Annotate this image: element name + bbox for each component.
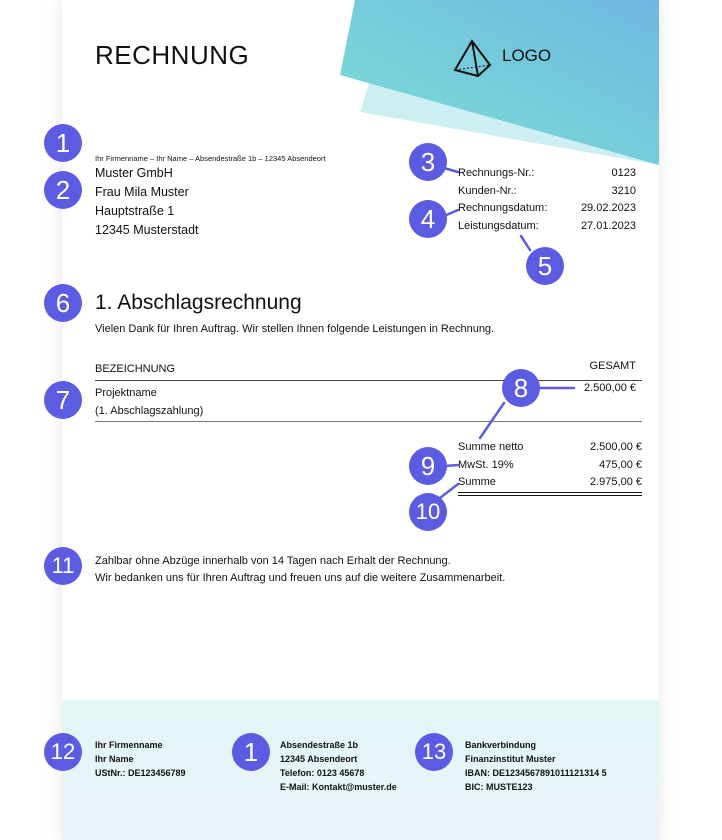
annotation-badge-12: 12 (44, 733, 82, 771)
service-date-label: Leistungsdatum: (458, 220, 539, 232)
service-date-value: 27.01.2023 (580, 220, 636, 232)
footer-city: 12345 Absendeort (280, 754, 358, 764)
net-total-value: 2.500,00 € (590, 441, 642, 453)
grand-total-value: 2.975,00 € (590, 476, 642, 488)
logo-text: LOGO (502, 46, 552, 65)
column-total: GESAMT (589, 360, 636, 372)
column-description: BEZEICHNUNG (95, 363, 176, 375)
footer-phone: Telefon: 0123 45678 (280, 768, 365, 778)
annotation-badge-1: 1 (44, 124, 82, 162)
customer-number-value: 3210 (611, 185, 636, 197)
grand-total-label: Summe (458, 476, 496, 488)
annotation-badge-1-footer: 1 (232, 733, 270, 771)
annotation-badge-4: 4 (409, 200, 447, 238)
footer-email: E-Mail: Kontakt@muster.de (280, 782, 397, 792)
footer-street: Absendestraße 1b (280, 740, 359, 750)
invoice-date-value: 29.02.2023 (580, 202, 636, 214)
footer-bank-title: Bankverbindung (465, 740, 537, 750)
vat-label: MwSt. 19% (458, 459, 514, 471)
recipient-person: Frau Mila Muster (95, 185, 189, 199)
vat-value: 475,00 € (599, 459, 642, 471)
footer-bank-name: Finanzinstitut Muster (465, 754, 556, 764)
footer-iban: IBAN: DE1234567891011121314 5 (465, 768, 607, 778)
annotation-badge-13: 13 (415, 733, 453, 771)
item-name: Projektname (95, 387, 157, 399)
invoice-title: RECHNUNG (95, 40, 250, 70)
invoice-heading: 1. Abschlagsrechnung (95, 291, 302, 314)
recipient-city: 12345 Musterstadt (95, 223, 199, 237)
intro-text: Vielen Dank für Ihren Auftrag. Wir stellen Ihnen folgende Leistungen in Rechnung. (95, 323, 495, 335)
annotation-badge-7: 7 (44, 381, 82, 419)
footer-vat-id: UStNr.: DE123456789 (95, 768, 186, 778)
customer-number-label: Kunden-Nr.: (458, 185, 517, 197)
recipient-street: Hauptstraße 1 (95, 204, 175, 218)
annotation-badge-5: 5 (526, 247, 564, 285)
net-total-label: Summe netto (458, 441, 524, 453)
footer-owner-name: Ihr Name (95, 754, 134, 764)
closing-text: Wir bedanken uns für Ihren Auftrag und freuen uns auf die weitere Zusammenarbeit. (95, 572, 506, 584)
annotation-badge-8: 8 (502, 369, 540, 407)
payment-terms: Zahlbar ohne Abzüge innerhalb von 14 Tagen nach Erhalt der Rechnung. (95, 555, 451, 567)
annotation-badge-9: 9 (409, 447, 447, 485)
sender-line: Ihr Firmenname – Ihr Name – Absendestraße 1b – 12345 Absendeort (95, 154, 326, 163)
invoice-number-value: 0123 (611, 167, 636, 179)
recipient-company: Muster GmbH (95, 166, 173, 180)
annotation-badge-11: 11 (44, 547, 82, 585)
annotation-badge-3: 3 (409, 143, 447, 181)
footer-company-name: Ihr Firmenname (95, 740, 163, 750)
invoice-number-label: Rechnungs-Nr.: (458, 167, 535, 179)
footer-bic: BIC: MUSTE123 (465, 782, 533, 792)
item-amount: 2.500,00 € (584, 382, 636, 394)
annotation-badge-10: 10 (409, 493, 447, 531)
annotation-badge-2: 2 (44, 171, 82, 209)
item-subtitle: (1. Abschlagszahlung) (95, 405, 204, 417)
annotation-badge-6: 6 (44, 284, 82, 322)
invoice-date-label: Rechnungsdatum: (458, 202, 548, 214)
